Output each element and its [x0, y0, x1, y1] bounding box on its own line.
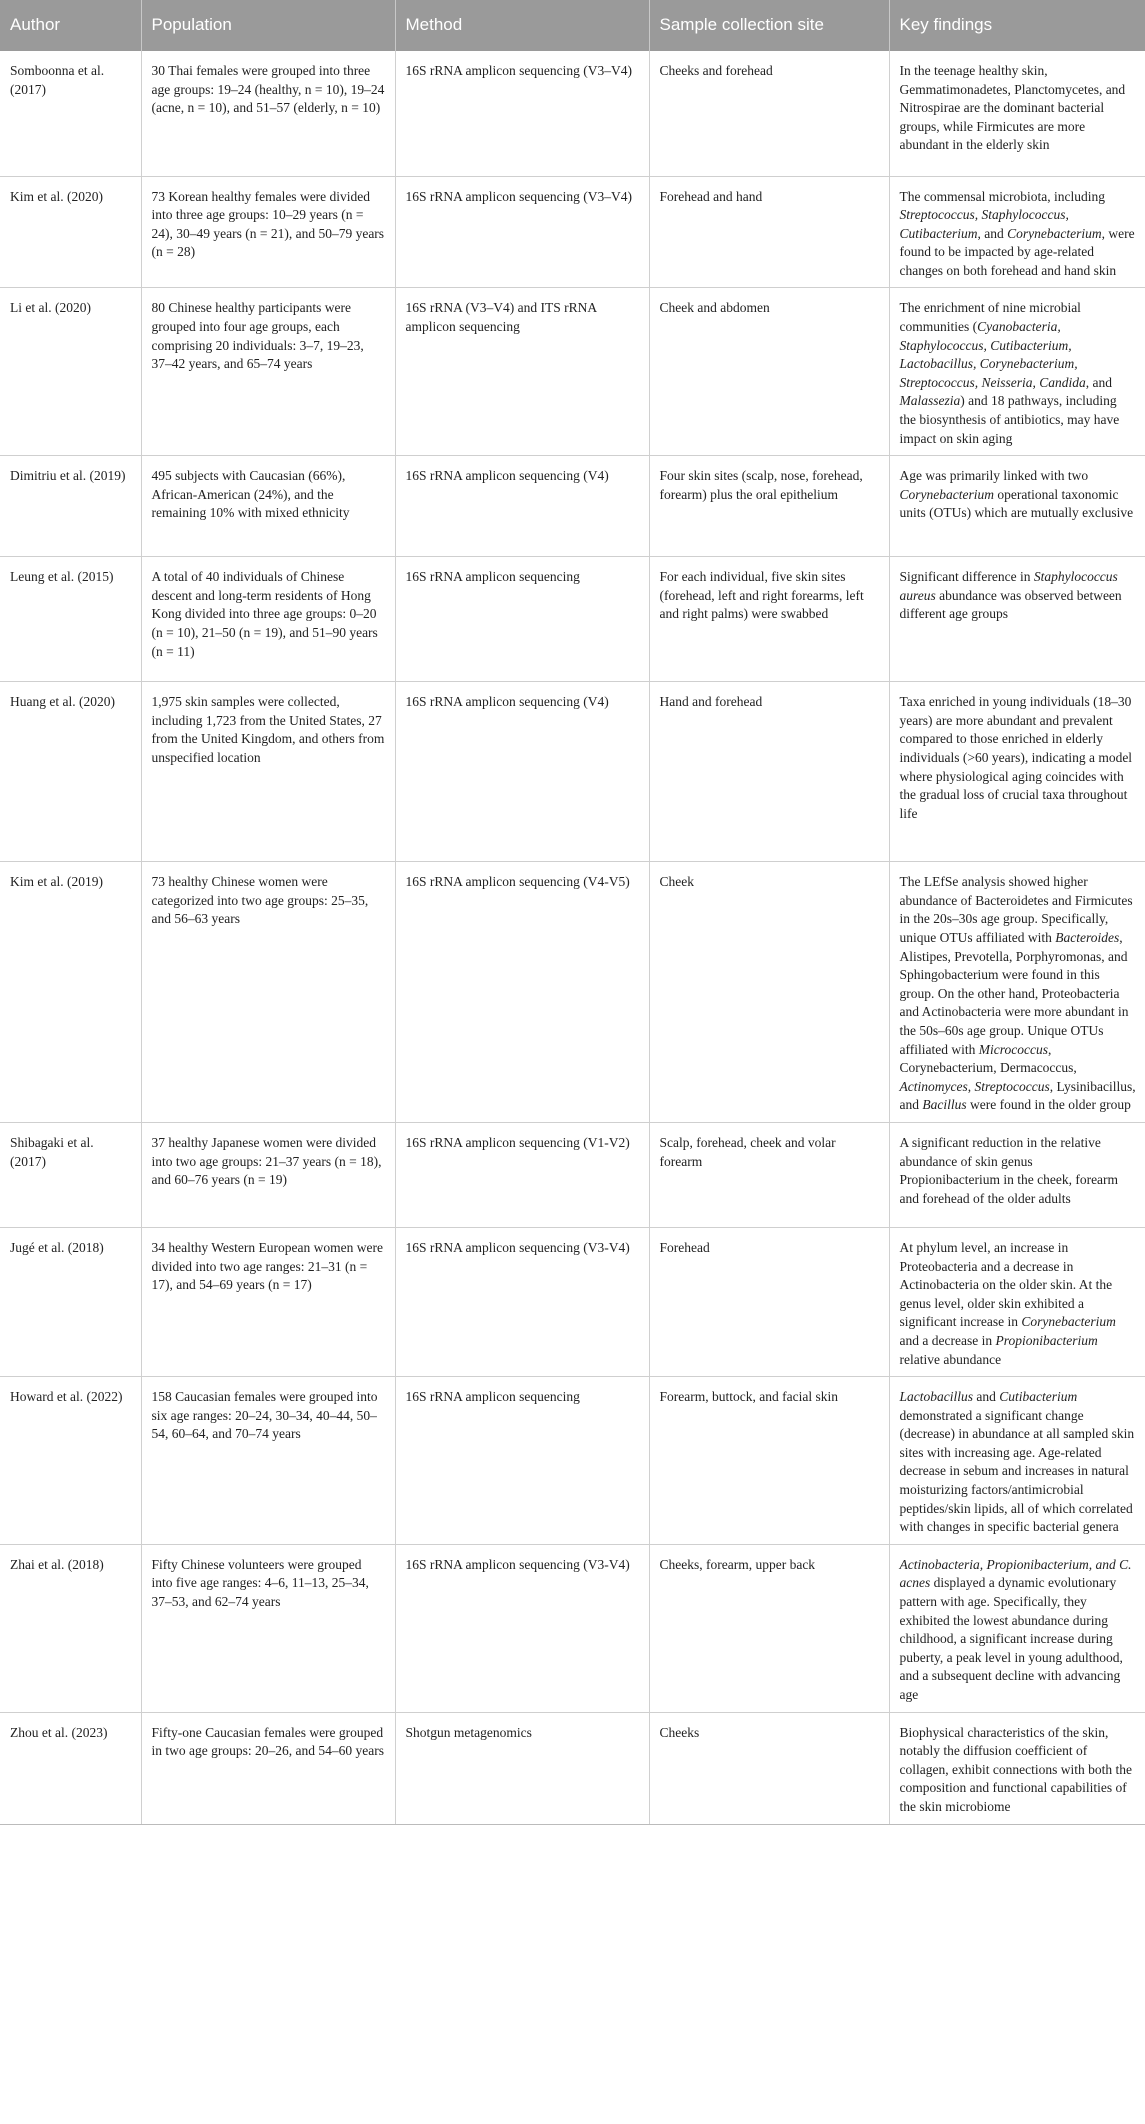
- cell-sample-site: Cheeks and forehead: [649, 51, 889, 176]
- header-population: Population: [141, 0, 395, 51]
- table-row: [0, 51, 1145, 176]
- table-row: [0, 1377, 1145, 1545]
- cell-sample-site: Forehead and hand: [649, 176, 889, 288]
- cell-author: Zhou et al. (2023): [0, 1712, 141, 1824]
- cell-method: 16S rRNA amplicon sequencing (V3-V4): [395, 1227, 649, 1376]
- cell-population: Fifty Chinese volunteers were grouped into five age ranges: 4–6, 11–13, 25–34, 37–53, and 62–74 years: [141, 1544, 395, 1712]
- table-row: [0, 1712, 1145, 1824]
- cell-author: Kim et al. (2020): [0, 176, 141, 288]
- cell-key-findings: The commensal microbiota, including Streptococcus, Staphylococcus, Cutibacterium, and Corynebacterium, were found to be impacted by age-related changes on both forehead and hand skin: [889, 176, 1145, 288]
- cell-key-findings: Actinobacteria, Propionibacterium, and C. acnes displayed a dynamic evolutionary pattern with age. Specifically, they exhibited the lowest abundance during childhood, a significant increase during puberty, a peak level in young adulthood, and a subsequent decline with advancing age: [889, 1544, 1145, 1712]
- cell-sample-site: Four skin sites (scalp, nose, forehead, forearm) plus the oral epithelium: [649, 456, 889, 557]
- cell-sample-site: Scalp, forehead, cheek and volar forearm: [649, 1122, 889, 1227]
- cell-method: 16S rRNA amplicon sequencing (V4): [395, 456, 649, 557]
- cell-method: 16S rRNA (V3–V4) and ITS rRNA amplicon sequencing: [395, 288, 649, 456]
- cell-method: 16S rRNA amplicon sequencing (V1-V2): [395, 1122, 649, 1227]
- header-key-findings: Key findings: [889, 0, 1145, 51]
- table-header: [0, 0, 1145, 51]
- cell-method: 16S rRNA amplicon sequencing (V3-V4): [395, 1544, 649, 1712]
- cell-sample-site: For each individual, five skin sites (forehead, left and right forearms, left and right palms) were swabbed: [649, 557, 889, 682]
- cell-key-findings: Lactobacillus and Cutibacterium demonstrated a significant change (decrease) in abundance at all sampled skin sites with increasing age. Age-related decrease in sebum and increases in natural moisturizing factors/antimicrobial peptides/skin lipids, all of which correlated with changes in specific bacterial genera: [889, 1377, 1145, 1545]
- cell-author: Dimitriu et al. (2019): [0, 456, 141, 557]
- cell-key-findings: A significant reduction in the relative abundance of skin genus Propionibacterium in the cheek, forearm and forehead of the older adults: [889, 1122, 1145, 1227]
- cell-key-findings: Significant difference in Staphylococcus aureus abundance was observed between different age groups: [889, 557, 1145, 682]
- cell-key-findings: At phylum level, an increase in Proteobacteria and a decrease in Actinobacteria on the older skin. At the genus level, older skin exhibited a significant increase in Corynebacterium and a decrease in Propionibacterium relative abundance: [889, 1227, 1145, 1376]
- cell-sample-site: Cheek: [649, 862, 889, 1123]
- cell-author: Shibagaki et al. (2017): [0, 1122, 141, 1227]
- table-row: [0, 1544, 1145, 1712]
- table-row: [0, 1122, 1145, 1227]
- cell-key-findings: The enrichment of nine microbial communities (Cyanobacteria, Staphylococcus, Cutibacterium, Lactobacillus, Corynebacterium, Streptococcus, Neisseria, Candida, and Malassezia) and 18 pathways, including the biosynthesis of antibiotics, may have impact on skin aging: [889, 288, 1145, 456]
- cell-population: 1,975 skin samples were collected, including 1,723 from the United States, 27 from the United Kingdom, and others from unspecified location: [141, 682, 395, 862]
- cell-population: 34 healthy Western European women were divided into two age ranges: 21–31 (n = 17), and 54–69 years (n = 17): [141, 1227, 395, 1376]
- cell-key-findings: Biophysical characteristics of the skin, notably the diffusion coefficient of collagen, exhibit connections with both the composition and functional capabilities of the skin microbiome: [889, 1712, 1145, 1824]
- cell-method: 16S rRNA amplicon sequencing (V3–V4): [395, 176, 649, 288]
- header-sample-site: Sample collection site: [649, 0, 889, 51]
- table-row: [0, 176, 1145, 288]
- table-body: [0, 51, 1145, 1824]
- cell-author: Huang et al. (2020): [0, 682, 141, 862]
- cell-author: Leung et al. (2015): [0, 557, 141, 682]
- cell-population: 158 Caucasian females were grouped into six age ranges: 20–24, 30–34, 40–44, 50–54, 60–64, and 70–74 years: [141, 1377, 395, 1545]
- cell-author: Somboonna et al. (2017): [0, 51, 141, 176]
- table-row: [0, 288, 1145, 456]
- table-row: [0, 1227, 1145, 1376]
- cell-population: 73 Korean healthy females were divided into three age groups: 10–29 years (n = 24), 30–49 years (n = 21), and 50–79 years (n = 28): [141, 176, 395, 288]
- cell-author: Jugé et al. (2018): [0, 1227, 141, 1376]
- cell-key-findings: Taxa enriched in young individuals (18–30 years) are more abundant and prevalent compared to those enriched in elderly individuals (>60 years), indicating a model where physiological aging coincides with the gradual loss of crucial taxa throughout life: [889, 682, 1145, 862]
- table-row: [0, 557, 1145, 682]
- cell-author: Kim et al. (2019): [0, 862, 141, 1123]
- cell-method: Shotgun metagenomics: [395, 1712, 649, 1824]
- cell-method: 16S rRNA amplicon sequencing: [395, 557, 649, 682]
- table-row: [0, 862, 1145, 1123]
- cell-key-findings: Age was primarily linked with two Corynebacterium operational taxonomic units (OTUs) which are mutually exclusive: [889, 456, 1145, 557]
- cell-population: 80 Chinese healthy participants were grouped into four age groups, each comprising 20 individuals: 3–7, 19–23, 37–42 years, and 65–74 years: [141, 288, 395, 456]
- cell-population: A total of 40 individuals of Chinese descent and long-term residents of Hong Kong divided into three age groups: 0–20 (n = 10), 21–50 (n = 19), and 51–90 years (n = 11): [141, 557, 395, 682]
- cell-sample-site: Forearm, buttock, and facial skin: [649, 1377, 889, 1545]
- header-row: [0, 0, 1145, 51]
- cell-population: 37 healthy Japanese women were divided into two age groups: 21–37 years (n = 18), and 60–76 years (n = 19): [141, 1122, 395, 1227]
- table-row: [0, 682, 1145, 862]
- cell-key-findings: The LEfSe analysis showed higher abundance of Bacteroidetes and Firmicutes in the 20s–30s age group. Specifically, unique OTUs affiliated with Bacteroides, Alistipes, Prevotella, Porphyromonas, and Sphingobacterium were found in this group. On the other hand, Proteobacteria and Actinobacteria were more abundant in the 50s–60s age group. Unique OTUs affiliated with Micrococcus, Corynebacterium, Dermacoccus, Actinomyces, Streptococcus, Lysinibacillus, and Bacillus were found in the older group: [889, 862, 1145, 1123]
- header-method: Method: [395, 0, 649, 51]
- cell-sample-site: Forehead: [649, 1227, 889, 1376]
- table-row: [0, 456, 1145, 557]
- cell-method: 16S rRNA amplicon sequencing (V3–V4): [395, 51, 649, 176]
- cell-method: 16S rRNA amplicon sequencing (V4-V5): [395, 862, 649, 1123]
- cell-key-findings: In the teenage healthy skin, Gemmatimonadetes, Planctomycetes, and Nitrospirae are the dominant bacterial groups, while Firmicutes are more abundant in the elderly skin: [889, 51, 1145, 176]
- cell-sample-site: Cheeks: [649, 1712, 889, 1824]
- cell-method: 16S rRNA amplicon sequencing (V4): [395, 682, 649, 862]
- cell-sample-site: Cheeks, forearm, upper back: [649, 1544, 889, 1712]
- header-author: Author: [0, 0, 141, 51]
- cell-population: 30 Thai females were grouped into three age groups: 19–24 (healthy, n = 10), 19–24 (acne, n = 10), and 51–57 (elderly, n = 10): [141, 51, 395, 176]
- cell-method: 16S rRNA amplicon sequencing: [395, 1377, 649, 1545]
- cell-population: Fifty-one Caucasian females were grouped in two age groups: 20–26, and 54–60 years: [141, 1712, 395, 1824]
- cell-author: Zhai et al. (2018): [0, 1544, 141, 1712]
- cell-population: 495 subjects with Caucasian (66%), African-American (24%), and the remaining 10% with mixed ethnicity: [141, 456, 395, 557]
- cell-author: Howard et al. (2022): [0, 1377, 141, 1545]
- cell-sample-site: Hand and forehead: [649, 682, 889, 862]
- cell-sample-site: Cheek and abdomen: [649, 288, 889, 456]
- cell-author: Li et al. (2020): [0, 288, 141, 456]
- cell-population: 73 healthy Chinese women were categorized into two age groups: 25–35, and 56–63 years: [141, 862, 395, 1123]
